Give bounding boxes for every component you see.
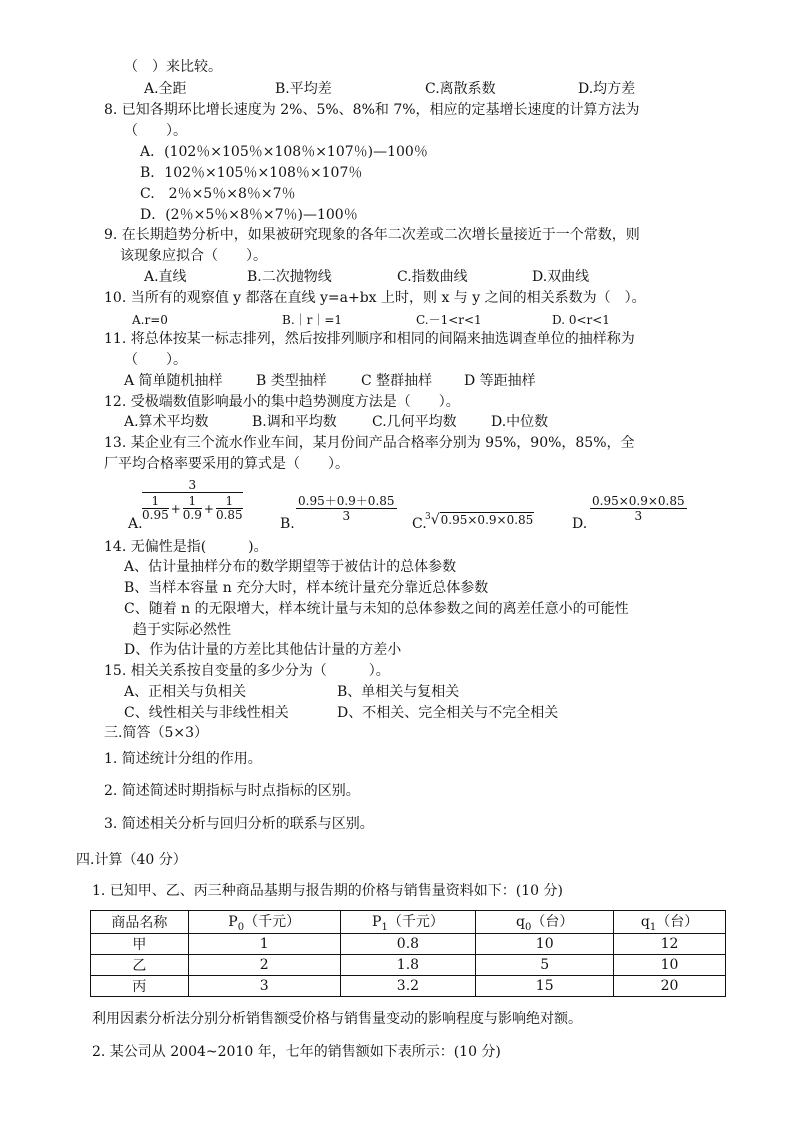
price-volume-table (90, 910, 726, 997)
section4-q1: 1. 已知甲、乙、丙三种商品基期与报告期的价格与销售量资料如下：(10 分) (92, 883, 563, 899)
q14-option-b: B、当样本容量 n 充分大时，样本统计量充分靠近总体参数 (124, 580, 489, 596)
q13-option-a-formula: 3 1 0.95 + 1 0.9 + 1 0.85 (142, 478, 243, 522)
q13-option-b-label: B. (280, 516, 295, 532)
q13-a-one-2: 1 (183, 495, 202, 509)
q11-stem-cont: （ ）。 (124, 352, 187, 368)
q9-option-d: D.双曲线 (532, 269, 590, 285)
q15-option-d: D、不相关、完全相关与不完全相关 (337, 705, 559, 721)
q12-option-b: B.调和平均数 (252, 414, 337, 430)
q13-option-b-formula (296, 494, 397, 523)
q13-option-d-formula (590, 494, 687, 523)
q11-option-d: D 等距抽样 (464, 373, 536, 389)
table-cell: 1 (188, 933, 340, 954)
q15-option-c: C、线性相关与非线性相关 (124, 705, 289, 721)
q13-a-den-3: 0.85 (215, 508, 243, 522)
table-cell: 12 (614, 933, 726, 954)
table-cell: 5 (476, 954, 614, 975)
q8-option-d: D．(2％×5％×8％×7％)—100％ (140, 207, 358, 223)
q7-option-b: B.平均差 (275, 81, 332, 97)
q10-option-b: B.｜r｜=1 (282, 313, 343, 327)
q14-stem: 14. 无偏性是指( )。 (104, 539, 268, 555)
section3-item-3: 3. 简述相关分析与回归分析的联系与区别。 (104, 816, 374, 832)
table-cell: 乙 (91, 954, 189, 975)
q13-option-d-label: D. (572, 516, 588, 532)
q11-stem: 11. 将总体按某一标志排列，然后按排列顺序和相同的间隔来抽选调查单位的抽样称为 (104, 331, 635, 347)
table-cell: 丙 (91, 975, 189, 996)
q13-stem: 13. 某企业有三个流水作业车间，某月份间产品合格率分别为 95%，90%，85%，全 (104, 435, 635, 451)
q8-stem: 8. 已知各期环比增长速度为 2%、5%、8%和 7%，相应的定基增长速度的计算方法为 (104, 102, 640, 118)
table-cell: 10 (614, 954, 726, 975)
q9-stem-cont: 该现象应拟合（ ）。 (120, 248, 267, 264)
section3-item-1: 1. 简述统计分组的作用。 (104, 751, 262, 767)
table-cell: 甲 (91, 933, 189, 954)
table-cell: 3.2 (340, 975, 476, 996)
q14-option-a: A、估计量抽样分布的数学期望等于被估计的总体参数 (124, 559, 457, 575)
q13-option-a-numerator: 3 (142, 478, 243, 493)
q13-a-den-2: 0.9 (182, 508, 202, 522)
q13-a-one-3: 1 (216, 495, 243, 509)
q13-option-d-numerator: 0.95×0.9×0.85 (592, 494, 685, 508)
q13-option-b-denominator: 3 (342, 509, 351, 523)
q9-option-a: A.直线 (144, 269, 187, 285)
q13-option-a-label: A. (128, 516, 143, 532)
q10-stem: 10. 当所有的观察值 y 都落在直线 y=a+bx 上时，则 x 与 y 之间的相关系数为（ ）。 (104, 290, 646, 306)
q15-option-a: A、正相关与负相关 (124, 684, 247, 700)
q15-option-b: B、单相关与复相关 (337, 684, 460, 700)
q8-stem-cont: （ ）。 (124, 123, 187, 139)
q12-stem: 12. 受极端数值影响最小的集中趋势测度方法是（ ）。 (104, 394, 460, 410)
q13-option-d-denominator: 3 (634, 509, 643, 523)
header-q1: $q_1$（台） (614, 911, 726, 934)
section4-q1-note: 利用因素分析法分别分析销售额受价格与销售量变动的影响程度与影响绝对额。 (92, 1011, 582, 1027)
q13-c-root-index: 3 (425, 512, 431, 522)
q14-option-c-cont: 趋于实际必然性 (133, 622, 231, 638)
q13-option-c-label: C. (412, 516, 427, 532)
table-row (91, 933, 726, 954)
table-header-row (91, 911, 726, 934)
section4-q2: 2. 某公司从 2004~2010 年，七年的销售额如下表所示：(10 分) (92, 1044, 501, 1060)
q13-a-den-1: 0.95 (142, 508, 169, 522)
section3-item-2: 2. 简述简述时期指标与时点指标的区别。 (104, 783, 360, 799)
q11-option-a: A 简单随机抽样 (124, 373, 223, 389)
header-p0: $P_0$（千元） (188, 911, 340, 934)
q7-option-c: C.离散系数 (425, 81, 496, 97)
q10-option-a: A.r=0 (132, 313, 168, 327)
q12-option-d: D.中位数 (491, 414, 549, 430)
q13-stem-cont: 厂平均合格率要采用的算式是（ ）。 (104, 456, 349, 472)
q8-option-a: A．(102％×105％×108％×107％)—100％ (140, 144, 428, 160)
header-p1: $P_1$（千元） (340, 911, 476, 934)
section4-title: 四.计算（40 分） (76, 852, 187, 868)
table-cell: 10 (476, 933, 614, 954)
header-product: 商品名称 (91, 911, 189, 934)
section3-title: 三.简答（5×3） (104, 725, 208, 741)
q8-option-c: C. 2％×5％×8％×7％ (140, 186, 296, 202)
table-cell: 1.8 (340, 954, 476, 975)
q7-option-a: A.全距 (144, 81, 187, 97)
q14-option-d: D、作为估计量的方差比其他估计量的方差小 (124, 642, 402, 658)
q12-option-c: C.几何平均数 (372, 414, 457, 430)
table-cell: 20 (614, 975, 726, 996)
q7-option-d: D.均方差 (578, 81, 636, 97)
q8-option-b: B．102％×105％×108％×107％ (140, 165, 363, 181)
q13-c-radicand: 0.95×0.9×0.85 (440, 513, 534, 527)
q13-a-one-1: 1 (142, 495, 169, 509)
header-q0: $q_0$（台） (476, 911, 614, 934)
table-cell: 2 (188, 954, 340, 975)
table-row (91, 975, 726, 996)
q9-stem: 9. 在长期趋势分析中，如果被研究现象的各年二次差或二次增长量接近于一个常数，则 (104, 227, 640, 243)
q10-option-d: D. 0<r<1 (552, 313, 610, 327)
q14-option-c: C、随着 n 的无限增大，样本统计量与未知的总体参数之间的离差任意小的可能性 (124, 601, 629, 617)
q9-option-c: C.指数曲线 (397, 269, 468, 285)
q7-prompt: （ ）来比较。 (124, 59, 222, 75)
radical-icon: √ (430, 512, 440, 528)
table-cell: 3 (188, 975, 340, 996)
q11-option-c: C 整群抽样 (361, 373, 433, 389)
q11-option-b: B 类型抽样 (256, 373, 327, 389)
q13-option-c-formula (425, 508, 534, 529)
q13-option-b-numerator: 0.95＋0.9＋0.85 (298, 494, 395, 508)
q12-option-a: A.算术平均数 (124, 414, 209, 430)
table-cell: 0.8 (340, 933, 476, 954)
q9-option-b: B.二次抛物线 (247, 269, 332, 285)
q10-option-c: C.－1<r<1 (416, 313, 482, 327)
table-cell: 15 (476, 975, 614, 996)
q15-stem: 15. 相关关系按自变量的多少分为（ ）。 (104, 663, 390, 679)
table-row (91, 954, 726, 975)
